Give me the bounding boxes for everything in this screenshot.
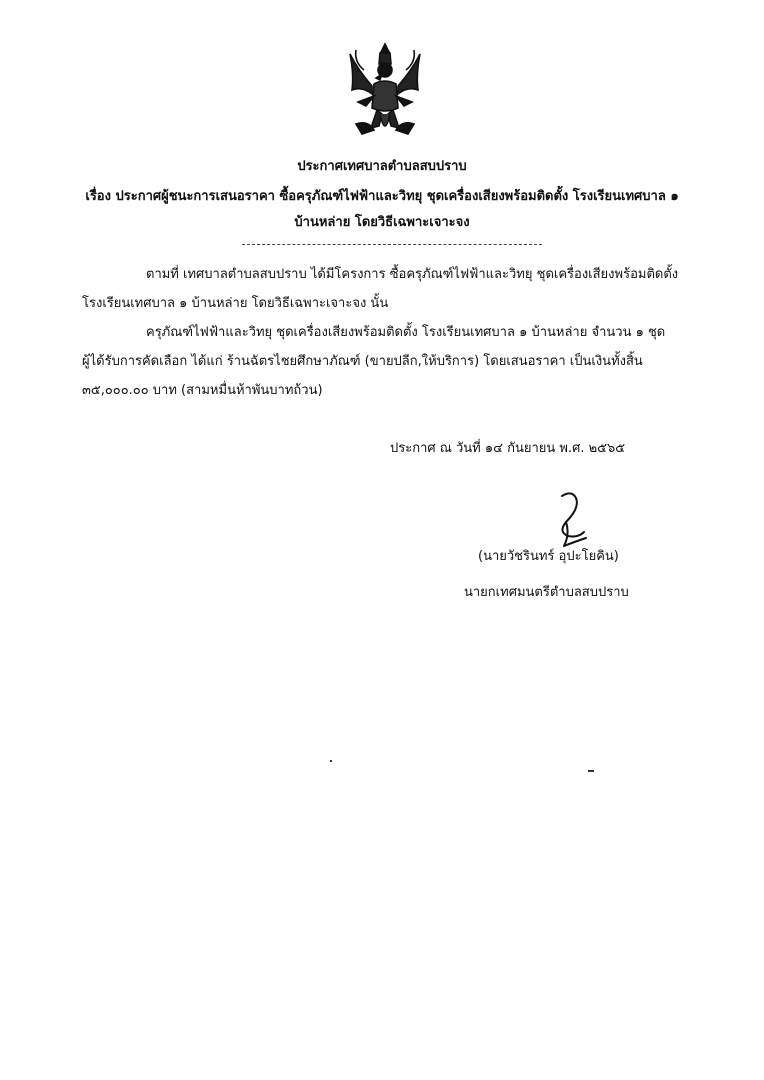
scan-speck (330, 760, 332, 762)
paragraph-2-line-3: ๓๕,๐๐๐.๐๐ บาท (สามหมื่นห้าพันบาทถ้วน) (82, 383, 323, 398)
paragraph-2-line-2: ผู้ได้รับการคัดเลือก ได้แก่ ร้านฉัตรไชยศึกษาภัณฑ์ (ขายปลีก,ให้บริการ) โดยเสนอราคา เป็นเงินทั้งสิ้น (82, 354, 643, 369)
document-title: ประกาศเทศบาลตำบลสบปราบ (297, 159, 467, 174)
signatory-position: นายกเทศมนตรีตำบลสบปราบ (464, 585, 629, 600)
garuda-emblem (344, 40, 426, 140)
paragraph-2-line-1: ครุภัณฑ์ไฟฟ้าและวิทยุ ชุดเครื่องเสียงพร้อมติดตั้ง โรงเรียนเทศบาล ๑ บ้านหล่าย จำนวน ๑ ชุด (146, 325, 666, 340)
title-divider (242, 244, 542, 245)
subject-line-1: เรื่อง ประกาศผู้ชนะการเสนอราคา ซื้อครุภัณฑ์ไฟฟ้าและวิทยุ ชุดเครื่องเสียงพร้อมติดตั้ง โรงเรียนเทศบาล ๑ (85, 189, 679, 204)
announce-date: ประกาศ ณ วันที่ ๑๔ กันยายน พ.ศ. ๒๕๖๕ (390, 441, 626, 456)
subject-line-2: บ้านหล่าย โดยวิธีเฉพาะเจาะจง (294, 215, 470, 230)
paragraph-1-line-2: โรงเรียนเทศบาล ๑ บ้านหล่าย โดยวิธีเฉพาะเจาะจง นั้น (82, 296, 389, 311)
paragraph-1-line-1: ตามที่ เทศบาลตำบลสบปราบ ได้มีโครงการ ซื้อครุภัณฑ์ไฟฟ้าและวิทยุ ชุดเครื่องเสียงพร้อมติดตั้ง (146, 267, 679, 282)
scan-speck (588, 770, 594, 772)
signatory-name: (นายวัชรินทร์ อุปะโยคิน) (478, 549, 619, 564)
